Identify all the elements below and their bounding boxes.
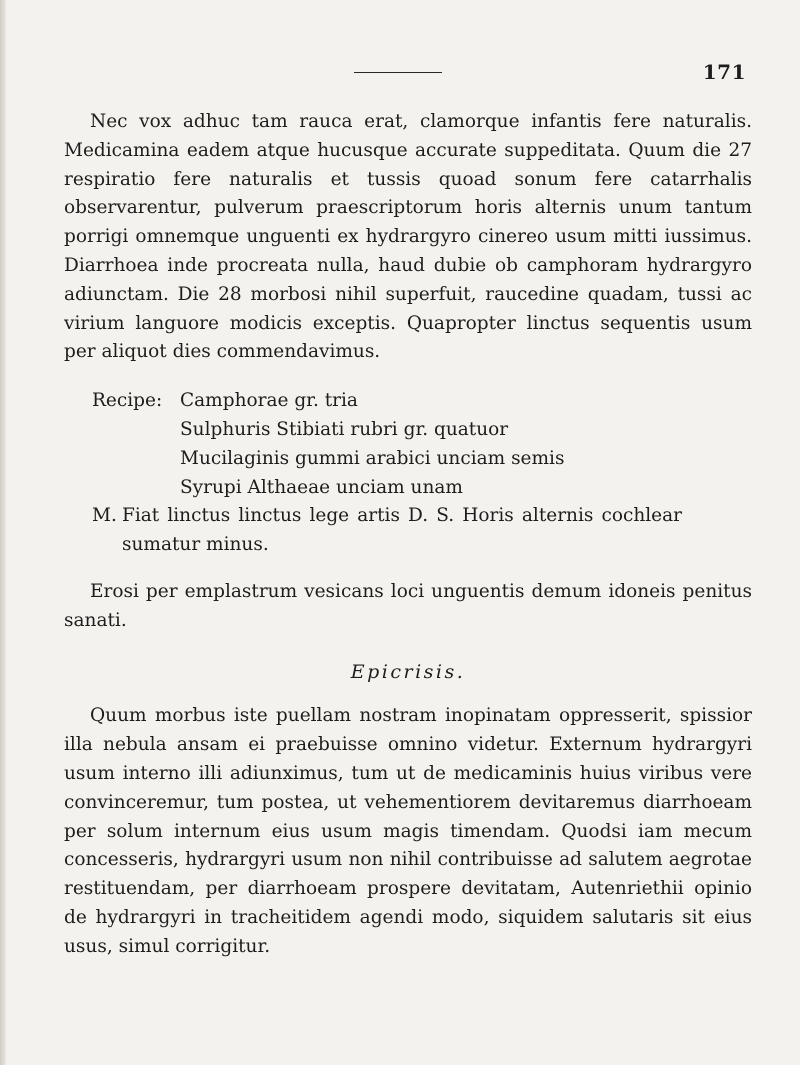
prescription (92, 387, 752, 560)
prescription-ingredient: Syrupi Althaeae unciam unam (180, 476, 463, 498)
instruction-mark: M. (92, 505, 117, 527)
page-body (64, 108, 752, 962)
prescription-label: Recipe: (92, 390, 163, 412)
page-edge (0, 0, 6, 1065)
paragraph-case-notes: Nec vox adhuc tam rauca erat, clamorque infantis fere naturalis. Medicamina eadem atque hucusque accurate suppeditata. Quum die 27 respiratio fere naturalis et tussis quoad sonum fere catarrhalis observarentur, pulverum praescriptorum horis alternis unum tantum porrigi omnemque unguenti ex hydrargyro cinereo usum mitti iussimus. Diarrhoea inde procreata nulla, haud dubie ob camphoram hydrargyro adiunctam. Die 28 morbosi nihil superfuit, raucedine quadam, tussi ac virium languore modicis exceptis. Quapropter linctus sequentis usum per aliquot dies commendavimus. (64, 111, 752, 363)
paragraph-erosion: Erosi per emplastrum vesicans loci unguentis demum idoneis penitus sanati. (64, 580, 752, 631)
prescription-ingredient: Mucilaginis gummi arabici unciam semis (180, 447, 565, 469)
instruction-text: Fiat linctus linctus lege artis D. S. Horis alternis cochlear sumatur minus. (122, 505, 682, 556)
prescription-ingredient: Sulphuris Stibiati rubri gr. quatuor (180, 418, 509, 440)
prescription-row (92, 474, 752, 503)
book-page (64, 0, 752, 1065)
prescription-row (92, 445, 752, 474)
prescription-row (92, 416, 752, 445)
paragraph-epicrisis: Quum morbus iste puellam nostram inopinatam oppresserit, spissior illa nebula ansam ei praebuisse omnino videtur. Externum hydrargyri usum interno illi adiunximus, tum ut de medicaminis huius viribus vere convinceremur, tum postea, ut vehementiorem devitaremus diarrhoeam per solum internum eius usum magis timendam. Quodsi iam mecum concesseris, hydrargyri usum non nihil contribuisse ad salutem aegrotae restituendam, per diarrhoeam prospere devitatam, Autenriethii opinio de hydrargyri in tracheitidem agendi modo, siquidem salutaris sit eius usus, simul corrigitur. (64, 705, 752, 957)
section-heading: Epicrisis. (350, 660, 466, 683)
header-rule (354, 72, 442, 73)
prescription-instruction (92, 502, 752, 560)
prescription-ingredient: Camphorae gr. tria (180, 390, 358, 412)
prescription-row (92, 387, 752, 416)
page-number: 171 (702, 60, 746, 84)
